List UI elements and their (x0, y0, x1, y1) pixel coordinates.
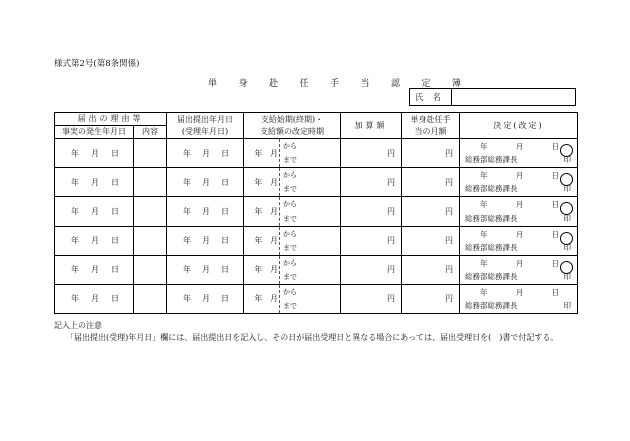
header-submit-date-line1: 届出提出年月日 (177, 114, 233, 124)
day-label: 日 (111, 206, 119, 216)
pay-period-cell[interactable] (244, 168, 341, 197)
month-label: 月 (91, 177, 99, 187)
to-label: まで (283, 214, 297, 223)
year-label: 年 (254, 206, 263, 216)
dept-label: 総務部総務課長 (465, 184, 518, 194)
header-received-date-line2: (受理年月日) (181, 126, 229, 136)
amount-cell[interactable] (341, 255, 402, 284)
from-label: から (283, 229, 297, 238)
submit-date-cell[interactable] (167, 255, 244, 284)
yen-label: 円 (387, 236, 395, 246)
header-pay-period-line2: 支給額の改定時期 (260, 126, 324, 136)
year-label: 年 (183, 294, 191, 304)
year-label: 年 (254, 265, 263, 275)
submit-date-cell[interactable] (167, 226, 244, 255)
seal-label: 印 (563, 271, 571, 281)
to-label: まで (283, 301, 297, 310)
to-label: まで (283, 243, 297, 252)
pay-period-cell[interactable] (244, 226, 341, 255)
yen-label: 円 (445, 265, 453, 275)
year-label: 年 (254, 236, 263, 246)
day-label: 日 (221, 265, 229, 275)
month-label: 月 (202, 177, 210, 187)
fact-date-cell[interactable] (55, 139, 134, 168)
month-label: 月 (515, 171, 524, 181)
month-label: 月 (91, 294, 99, 304)
header-monthly-line2: 当の月額 (414, 126, 447, 136)
notes-heading: 記入上の注意 (54, 321, 102, 330)
decision-cell[interactable] (460, 139, 578, 168)
yen-label: 円 (445, 236, 453, 246)
day-label: 日 (111, 236, 119, 246)
dept-label: 総務部総務課長 (465, 242, 518, 252)
month-label: 月 (515, 200, 524, 210)
day-label: 日 (221, 148, 229, 158)
day-label: 日 (551, 200, 559, 210)
yen-label: 円 (387, 177, 395, 187)
fact-date-cell[interactable] (55, 168, 134, 197)
header-monthly-allowance (402, 113, 460, 139)
year-label: 年 (183, 206, 191, 216)
submit-date-cell[interactable] (167, 197, 244, 226)
header-amount: 加算額 (341, 113, 402, 139)
dept-label: 総務部総務課長 (465, 271, 518, 281)
day-label: 日 (551, 258, 559, 268)
year-label: 年 (183, 177, 191, 187)
decision-cell[interactable] (460, 284, 578, 313)
from-label: から (283, 258, 297, 267)
dept-label: 総務部総務課長 (465, 213, 518, 223)
header-monthly-line1: 単身赴任手 (410, 114, 451, 124)
allowance-ledger-table (54, 112, 578, 314)
month-label: 月 (270, 294, 278, 304)
yen-label: 円 (445, 294, 453, 304)
month-label: 月 (202, 206, 210, 216)
day-label: 日 (221, 177, 229, 187)
day-label: 日 (551, 142, 559, 152)
yen-label: 円 (387, 294, 395, 304)
day-label: 日 (111, 294, 119, 304)
yen-label: 円 (445, 206, 453, 216)
monthly-allowance-cell[interactable] (402, 226, 460, 255)
year-label: 年 (71, 236, 79, 246)
amount-cell[interactable] (341, 284, 402, 313)
month-label: 月 (202, 236, 210, 246)
header-fact-date: 事実の発生年月日 (55, 126, 134, 139)
decision-cell[interactable] (460, 226, 578, 255)
submit-date-cell[interactable] (167, 168, 244, 197)
yen-label: 円 (445, 148, 453, 158)
year-label: 年 (71, 265, 79, 275)
decision-cell[interactable] (460, 197, 578, 226)
day-label: 日 (221, 294, 229, 304)
ledger-row (55, 139, 578, 168)
month-label: 月 (91, 236, 99, 246)
content-cell[interactable] (134, 168, 167, 197)
to-label: まで (283, 185, 297, 194)
month-label: 月 (515, 258, 524, 268)
seal-label: 印 (563, 301, 571, 310)
year-label: 年 (71, 294, 79, 304)
year-label: 年 (480, 142, 488, 152)
seal-label: 印 (563, 213, 571, 223)
ledger-row (55, 226, 578, 255)
year-label: 年 (254, 177, 263, 187)
amount-cell[interactable] (341, 168, 402, 197)
decision-cell[interactable] (460, 168, 578, 197)
submit-date-cell[interactable] (167, 139, 244, 168)
header-content: 内容 (134, 126, 167, 139)
dept-label: 総務部総務課長 (465, 301, 518, 310)
month-label: 月 (91, 148, 99, 158)
pay-period-cell[interactable] (244, 197, 341, 226)
yen-label: 円 (387, 148, 395, 158)
to-label: まで (283, 272, 297, 281)
day-label: 日 (111, 148, 119, 158)
month-label: 月 (91, 206, 99, 216)
monthly-allowance-cell[interactable] (402, 255, 460, 284)
seal-label: 印 (563, 184, 571, 194)
monthly-allowance-cell[interactable] (402, 168, 460, 197)
fact-date-cell[interactable] (55, 226, 134, 255)
content-cell[interactable] (134, 139, 167, 168)
year-label: 年 (71, 177, 79, 187)
year-label: 年 (183, 148, 191, 158)
ledger-row (55, 284, 578, 313)
month-label: 月 (515, 142, 524, 152)
year-label: 年 (71, 206, 79, 216)
month-label: 月 (91, 265, 99, 275)
month-label: 月 (515, 287, 524, 297)
amount-cell[interactable] (341, 197, 402, 226)
day-label: 日 (111, 265, 119, 275)
content-cell[interactable] (134, 197, 167, 226)
seal-label: 印 (563, 242, 571, 252)
to-label: まで (283, 156, 297, 165)
pay-period-cell[interactable] (244, 255, 341, 284)
content-cell[interactable] (134, 226, 167, 255)
month-label: 月 (270, 236, 278, 246)
content-cell[interactable] (134, 284, 167, 313)
month-label: 月 (270, 148, 278, 158)
decision-cell[interactable] (460, 255, 578, 284)
monthly-allowance-cell[interactable] (402, 284, 460, 313)
header-reason: 届出の理由等 (55, 113, 167, 126)
year-label: 年 (183, 265, 191, 275)
year-label: 年 (480, 287, 488, 297)
document-title: 単身赴任手当認定簿 (208, 79, 483, 89)
ledger-row (55, 255, 578, 284)
day-label: 日 (551, 229, 559, 239)
monthly-allowance-cell[interactable] (402, 139, 460, 168)
amount-cell[interactable] (341, 139, 402, 168)
year-label: 年 (480, 171, 488, 181)
from-label: から (283, 287, 297, 296)
month-label: 月 (270, 206, 278, 216)
day-label: 日 (551, 287, 559, 297)
year-label: 年 (480, 229, 488, 239)
content-cell[interactable] (134, 255, 167, 284)
header-submit-date (167, 113, 244, 139)
yen-label: 円 (387, 265, 395, 275)
fact-date-cell[interactable] (55, 197, 134, 226)
day-label: 日 (111, 177, 119, 187)
month-label: 月 (270, 265, 278, 275)
month-label: 月 (202, 148, 210, 158)
year-label: 年 (254, 148, 263, 158)
seal-label: 印 (563, 155, 571, 165)
name-field[interactable] (409, 88, 576, 106)
from-label: から (283, 142, 297, 151)
from-label: から (283, 171, 297, 180)
month-label: 月 (202, 294, 210, 304)
month-label: 月 (270, 177, 278, 187)
yen-label: 円 (445, 177, 453, 187)
pay-period-cell[interactable] (244, 139, 341, 168)
header-pay-period-line1: 支給始期(終期)・ (260, 114, 324, 124)
name-label: 氏名 (410, 89, 452, 105)
month-label: 月 (515, 229, 524, 239)
year-label: 年 (183, 236, 191, 246)
year-label: 年 (480, 258, 488, 268)
pay-period-cell[interactable] (244, 284, 341, 313)
notes-text: 「届出提出(受理)年月日」欄には、届出提出日を記入し、その日が届出受理日と異なる場合にあっては、届出受理日を( )書で付記する。 (66, 333, 559, 342)
year-label: 年 (480, 200, 488, 210)
day-label: 日 (221, 206, 229, 216)
from-label: から (283, 200, 297, 209)
amount-cell[interactable] (341, 226, 402, 255)
year-label: 年 (71, 148, 79, 158)
header-decision: 決定(改定) (460, 113, 578, 139)
header-pay-period (244, 113, 341, 139)
day-label: 日 (221, 236, 229, 246)
submit-date-cell[interactable] (167, 284, 244, 313)
year-label: 年 (254, 294, 263, 304)
month-label: 月 (202, 265, 210, 275)
day-label: 日 (551, 171, 559, 181)
ledger-row (55, 197, 578, 226)
dept-label: 総務部総務課長 (465, 155, 518, 165)
fact-date-cell[interactable] (55, 255, 134, 284)
monthly-allowance-cell[interactable] (402, 197, 460, 226)
ledger-row (55, 168, 578, 197)
yen-label: 円 (387, 206, 395, 216)
form-number-label: 様式第2号(第8条関係) (54, 59, 140, 69)
fact-date-cell[interactable] (55, 284, 134, 313)
